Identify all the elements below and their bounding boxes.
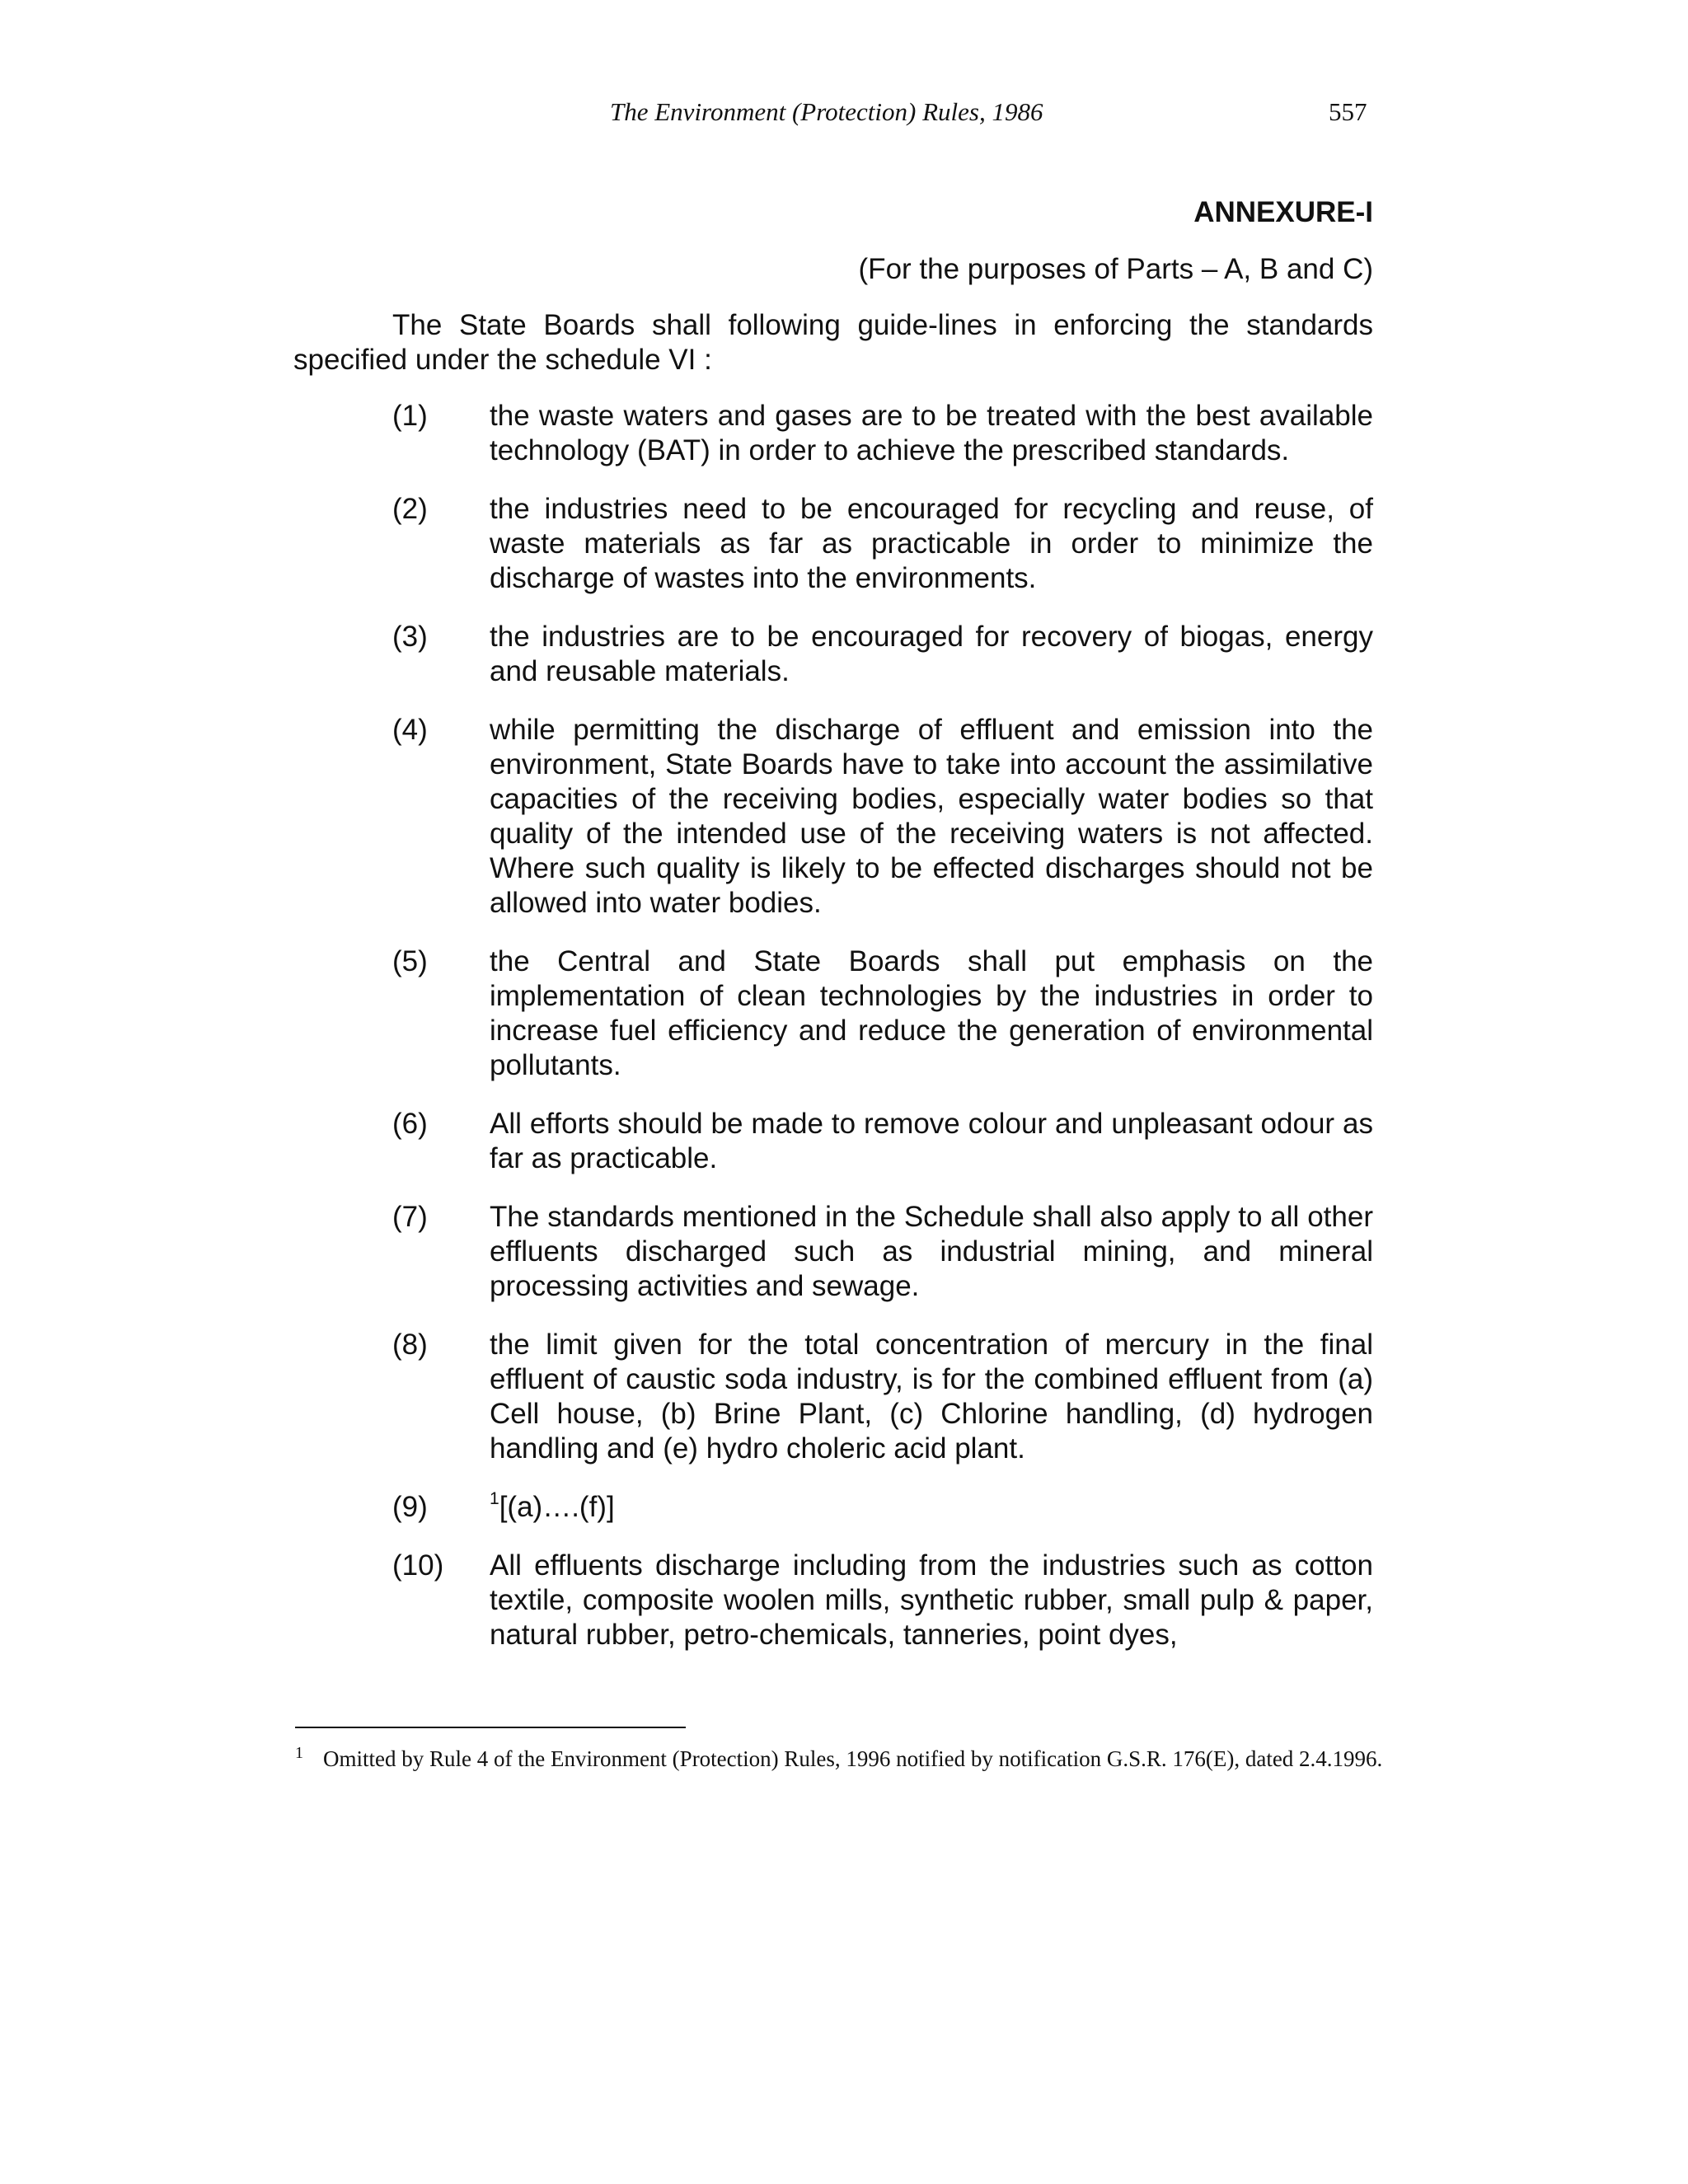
annexure-subtitle: (For the purposes of Parts – A, B and C)	[858, 253, 1373, 285]
running-header-title: The Environment (Protection) Rules, 1986	[610, 97, 1043, 126]
list-item	[392, 1200, 1373, 1304]
footnote-reference: 1	[490, 1489, 499, 1508]
annexure-title: ANNEXURE-I	[1193, 196, 1373, 228]
footnote-text: Omitted by Rule 4 of the Environment (Protection) Rules, 1996 notified by notification G.S.R. 176(E), dated 2.4.1996.	[323, 1746, 1383, 1771]
footnote	[295, 1737, 1383, 1774]
list-item	[392, 1107, 1373, 1176]
list-item	[392, 1490, 1373, 1525]
list-item	[392, 1549, 1373, 1652]
item-number: (1)	[392, 400, 428, 432]
item-text: while permitting the discharge of effluent and emission into the environment, State Boards have to take into account the assimilative capacities of the receiving bodies, especially water bodies so that quality of the intended use of the receiving waters is not affected. Where such quality is likely to be effected discharges should not be allowed into water bodies.	[490, 714, 1373, 919]
item-text	[490, 1490, 1373, 1525]
footnote-mark: 1	[295, 1744, 303, 1762]
intro-paragraph: The State Boards shall following guide-lines in enforcing the standards specified under the schedule VI :	[293, 309, 1373, 376]
item-text: the waste waters and gases are to be treated with the best available technology (BAT) in order to achieve the prescribed standards.	[490, 400, 1373, 466]
item-number: (10)	[392, 1549, 444, 1582]
footnote-divider	[295, 1727, 686, 1728]
list-item	[392, 944, 1373, 1083]
item-number: (6)	[392, 1108, 428, 1140]
item-text: the industries are to be encouraged for recovery of biogas, energy and reusable materials.	[490, 621, 1373, 687]
omitted-text: [(a)….(f)]	[499, 1491, 615, 1523]
item-text: All effluents discharge including from the industries such as cotton textile, composite woolen mills, synthetic rubber, small pulp & paper, natural rubber, petro-chemicals, tanneries, point dyes,	[490, 1549, 1373, 1651]
item-number: (7)	[392, 1201, 428, 1233]
list-item	[392, 492, 1373, 596]
item-text: the Central and State Boards shall put emphasis on the implementation of clean technologies by the industries in order to increase fuel efficiency and reduce the generation of environmental pollutants.	[490, 945, 1373, 1081]
list-item	[392, 399, 1373, 468]
item-number: (3)	[392, 621, 428, 653]
item-number: (5)	[392, 945, 428, 977]
item-text: All efforts should be made to remove colour and unpleasant odour as far as practicable.	[490, 1108, 1373, 1174]
page-number: 557	[1329, 97, 1367, 126]
item-number: (9)	[392, 1491, 428, 1523]
item-number: (8)	[392, 1329, 428, 1361]
item-text: the limit given for the total concentration of mercury in the final effluent of caustic soda industry, is for the combined effluent from (a) Cell house, (b) Brine Plant, (c) Chlorine handling, (d) hydrogen handling and (e) hydro choleric acid plant.	[490, 1329, 1373, 1465]
item-text: The standards mentioned in the Schedule shall also apply to all other effluents discharged such as industrial mining, and mineral processing activities and sewage.	[490, 1201, 1373, 1302]
guideline-list	[392, 399, 1373, 1676]
item-text: the industries need to be encouraged for recycling and reuse, of waste materials as far as practicable in order to minimize the discharge of wastes into the environments.	[490, 493, 1373, 594]
item-number: (2)	[392, 493, 428, 525]
list-item	[392, 1328, 1373, 1466]
item-number: (4)	[392, 714, 428, 746]
list-item	[392, 713, 1373, 921]
list-item	[392, 620, 1373, 689]
